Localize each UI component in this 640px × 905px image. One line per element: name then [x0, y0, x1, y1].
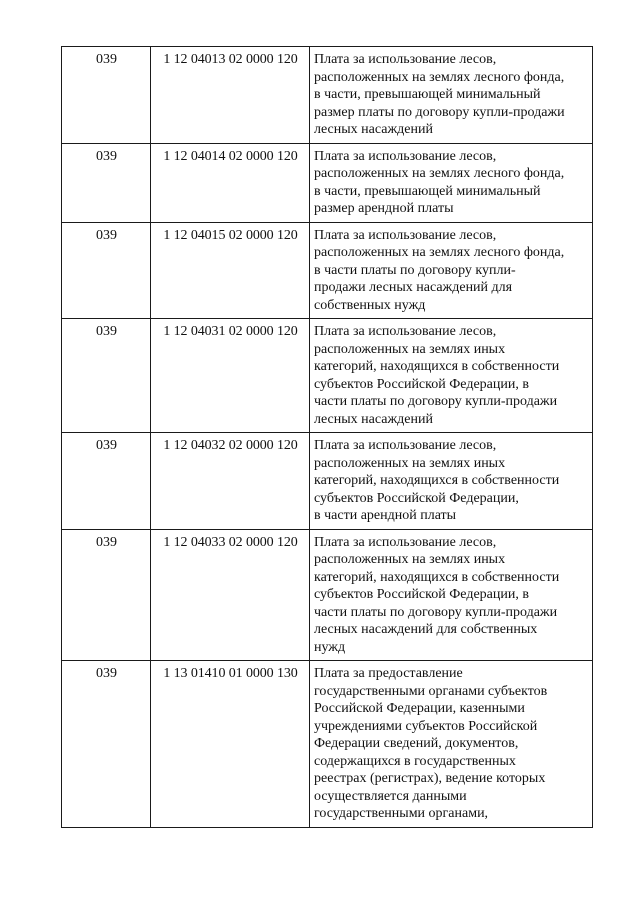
- budget-code: 1 12 04031 02 0000 120: [163, 324, 298, 339]
- revenue-name-cell: [310, 143, 593, 222]
- admin-code-cell: [62, 529, 151, 661]
- budget-code-cell: [151, 529, 310, 661]
- revenue-name-cell: [310, 319, 593, 433]
- budget-code-cell: [151, 433, 310, 530]
- revenue-name: Плата за использование лесов, расположенных на землях иных категорий, находящихся в собственности субъектов Российской Федерации, в части арендной платы: [314, 438, 560, 523]
- budget-code: 1 13 01410 01 0000 130: [163, 666, 298, 681]
- budget-code: 1 12 04013 02 0000 120: [163, 52, 298, 67]
- revenue-codes-table: [61, 46, 593, 828]
- admin-code-cell: [62, 661, 151, 828]
- admin-code: 039: [96, 666, 117, 681]
- revenue-name-cell: [310, 433, 593, 530]
- admin-code-cell: [62, 143, 151, 222]
- revenue-name-cell: [310, 222, 593, 319]
- admin-code: 039: [96, 324, 117, 339]
- budget-code-cell: [151, 143, 310, 222]
- budget-code-cell: [151, 222, 310, 319]
- admin-code: 039: [96, 534, 117, 550]
- table-row: [62, 529, 593, 661]
- table-row: [62, 47, 593, 144]
- admin-code: 039: [96, 438, 117, 453]
- revenue-name: Плата за использование лесов, расположенных на землях лесного фонда, в части, превышающей минимальный размер арендной платы: [314, 148, 565, 216]
- table-row: [62, 319, 593, 433]
- budget-code: 1 12 04032 02 0000 120: [163, 438, 298, 453]
- revenue-name: Плата за использование лесов, расположенных на землях иных категорий, находящихся в собственности субъектов Российской Федерации, в части платы по договору купли-продажи лесных насаждений: [314, 324, 560, 427]
- revenue-name: Плата за предоставление государственными органами субъектов Российской Федерации, казенными учреждениями субъектов Российской Федерации сведений, документов, содержащихся в государственных реестрах (регистрах), ведение которых осуществляется данными государственными органами,: [314, 666, 548, 821]
- budget-code-cell: [151, 319, 310, 433]
- admin-code-cell: [62, 47, 151, 144]
- table-row: [62, 143, 593, 222]
- budget-code: 1 12 04015 02 0000 120: [163, 227, 298, 243]
- table-row: [62, 433, 593, 530]
- budget-code: 1 12 04033 02 0000 120: [163, 534, 298, 550]
- admin-code-cell: [62, 433, 151, 530]
- revenue-name: Плата за использование лесов, расположенных на землях лесного фонда, в части, превышающей минимальный размер платы по договору купли-продажи лесных насаждений: [314, 52, 565, 137]
- admin-code: 039: [96, 148, 117, 164]
- table-row: [62, 222, 593, 319]
- admin-code-cell: [62, 319, 151, 433]
- table-row: [62, 661, 593, 828]
- revenue-name-cell: [310, 47, 593, 144]
- revenue-name-cell: [310, 529, 593, 661]
- revenue-name-cell: [310, 661, 593, 828]
- admin-code: 039: [96, 227, 117, 243]
- revenue-name: Плата за использование лесов, расположенных на землях лесного фонда, в части платы по договору купли- продажи лесных насаждений для собственных нужд: [314, 227, 565, 313]
- revenue-name: Плата за использование лесов, расположенных на землях иных категорий, находящихся в собственности субъектов Российской Федерации, в части платы по договору купли-продажи лесных насаждений для собственных нужд: [314, 534, 560, 655]
- admin-code-cell: [62, 222, 151, 319]
- budget-code-cell: [151, 47, 310, 144]
- budget-code-cell: [151, 661, 310, 828]
- budget-code: 1 12 04014 02 0000 120: [163, 148, 298, 164]
- admin-code: 039: [96, 52, 117, 67]
